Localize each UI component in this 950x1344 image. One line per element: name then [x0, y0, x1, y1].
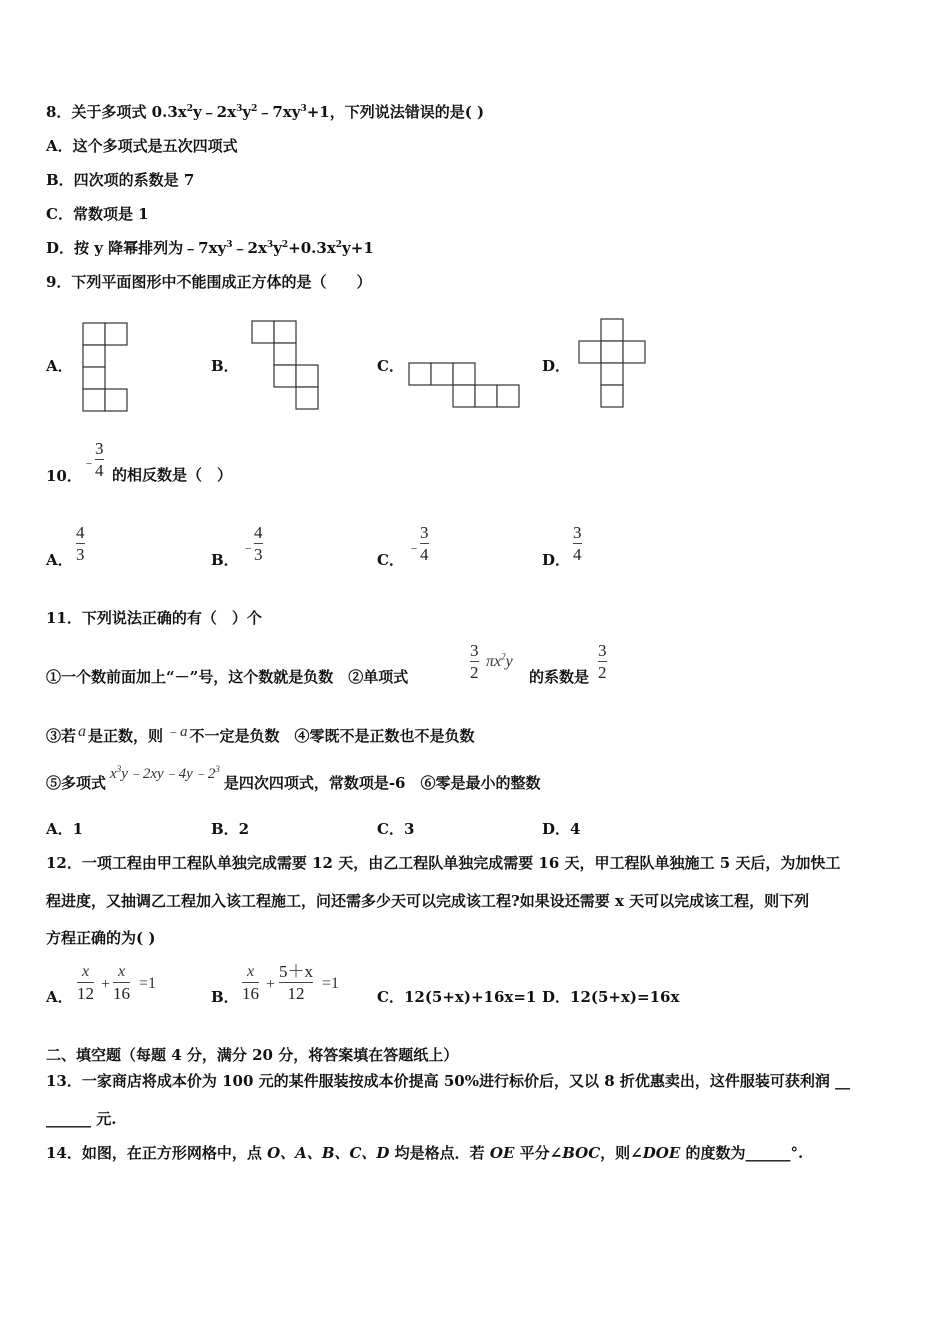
numerator: 4 [254, 523, 263, 542]
q11-stem: 11．下列说法正确的有（ ）个 [46, 609, 262, 627]
q11-statement-1: ①一个数前面加上“－”号，这个数就是负数 ②单项式 [46, 668, 409, 686]
q9-net-b [249, 318, 321, 412]
section-2-title: 二、填空题（每题 4 分，满分 20 分，将答案填在答题纸上） [46, 1046, 459, 1064]
q14-stem: 14．如图，在正方形网格中，点 O、A、B、C、D 均是格点．若 OE 平分∠BOC，则∠DOE 的度数为______°. [46, 1144, 804, 1162]
q9-net-c [406, 360, 524, 410]
q8-option-d: D．按 y 降幂排列为$﹣7xy^3﹣2x^3y^2+0.3x^2y+1$ [46, 239, 374, 257]
q11-option-b: B．2 [211, 820, 250, 838]
numerator: 4 [76, 523, 85, 542]
q11-statement-5: ⑤多项式 $x^3y﹣2xy﹣4y﹣2^3$是四次四项式，常数项是-6 ⑥零是最小的整数 [46, 764, 541, 792]
q11-option-d: D．4 [542, 820, 581, 838]
numerator: 5＋x [279, 962, 313, 981]
q10-option-a-label: A． [46, 551, 73, 569]
q12-b-equals: =1 [322, 975, 340, 992]
q13-line-1: 13．一家商店将成本价为 100 元的某件服装按成本价提高 50%进行标价后，又以 8 折优惠卖出，这件服装可获利润 __ [46, 1072, 851, 1090]
q11-statement-3: ③若 a 是正数，则 ﹣a 不一定是负数 ④零既不是正数也不是负数 [46, 723, 475, 745]
q12-b-plus: + [266, 976, 276, 993]
q9-option-d-label: D． [542, 357, 571, 375]
q8-option-c: C．常数项是 1 [46, 205, 149, 223]
q9-stem: 9．下列平面图形中不能围成正方体的是（ ） [46, 273, 372, 291]
q10-stem: 的相反数是（ ） [112, 466, 233, 484]
q11-option-c: C．3 [377, 820, 415, 838]
denominator: 16 [113, 984, 130, 1003]
q12-a-fraction-2 [113, 963, 130, 1003]
q11-statement-1-tail: 的系数是 [529, 668, 590, 686]
q12-option-b-label: B． [211, 988, 239, 1006]
q12-stem-line-1: 12．一项工程由甲工程队单独完成需要 12 天，由乙工程队单独完成需要 16 天，甲工程队单独施工 5 天后，为加快工 [46, 854, 841, 872]
q12-a-equals: =1 [139, 975, 157, 992]
q12-stem-line-2: 程进度，又抽调乙工程加入该工程施工，问还需多少天可以完成该工程?如果设还需要 x 天可以完成该工程，则下列 [46, 892, 810, 910]
q10-option-b-negative: ﹣ [241, 541, 255, 556]
q9-option-a-label: A． [46, 357, 73, 375]
q11-coefficient-fraction [598, 642, 607, 682]
denominator: 4 [420, 545, 429, 564]
q11-monomial-expr: $\pi x^2y$ [486, 651, 513, 670]
denominator: 3 [76, 545, 85, 564]
numerator: x [117, 963, 126, 980]
q10-option-c-label: C． [377, 551, 404, 569]
q9-option-c-label: C． [377, 357, 404, 375]
q10-option-c-fraction [420, 524, 429, 564]
q12-a-fraction-1 [77, 963, 94, 1003]
q13-line-2: ______ 元. [46, 1110, 117, 1128]
q10-option-b-fraction [254, 524, 263, 564]
denominator: 12 [287, 984, 305, 1003]
denominator: 12 [77, 984, 94, 1003]
numerator: 3 [573, 523, 582, 542]
q10-option-d-fraction [573, 524, 582, 564]
q10-fraction [95, 440, 104, 480]
q8-option-b: B．四次项的系数是 7 [46, 171, 195, 189]
numerator: 3 [470, 641, 479, 660]
q10-negative-sign: ﹣ [82, 456, 96, 471]
q10-option-b-label: B． [211, 551, 239, 569]
denominator: 2 [470, 663, 479, 682]
numerator: 3 [598, 641, 607, 660]
q9-net-d [576, 316, 648, 410]
q8-option-a: A．这个多项式是五次四项式 [46, 137, 238, 155]
numerator: 3 [95, 439, 104, 458]
q10-option-d-label: D． [542, 551, 571, 569]
q12-option-d: D．12(5+x)=16x [542, 988, 680, 1006]
q11-option-a: A．1 [46, 820, 84, 838]
q8-stem: 8．关于多项式 $0.3x^2y﹣2x^3y^2﹣7xy^3+1$，下列说法错误的是( ) [46, 103, 485, 121]
q10-number: 10． [46, 467, 82, 485]
numerator: 3 [420, 523, 429, 542]
q12-stem-line-3: 方程正确的为( ) [46, 929, 156, 947]
q12-a-plus: + [101, 976, 111, 993]
q12-option-c: C．12(5+x)+16x=1 [377, 988, 537, 1006]
denominator: 4 [573, 545, 582, 564]
q11-monomial-fraction [470, 642, 479, 682]
q10-option-c-negative: ﹣ [407, 541, 421, 556]
denominator: 2 [598, 663, 607, 682]
numerator: x [81, 963, 90, 980]
denominator: 4 [95, 461, 104, 480]
q10-option-a-fraction [76, 524, 85, 564]
denominator: 16 [242, 984, 259, 1003]
numerator: x [246, 963, 255, 980]
q12-b-fraction-1 [242, 963, 259, 1003]
q12-b-fraction-2 [279, 963, 313, 1003]
q9-net-a [80, 320, 130, 414]
denominator: 3 [254, 545, 263, 564]
q9-option-b-label: B． [211, 357, 239, 375]
q12-option-a-label: A． [46, 988, 73, 1006]
